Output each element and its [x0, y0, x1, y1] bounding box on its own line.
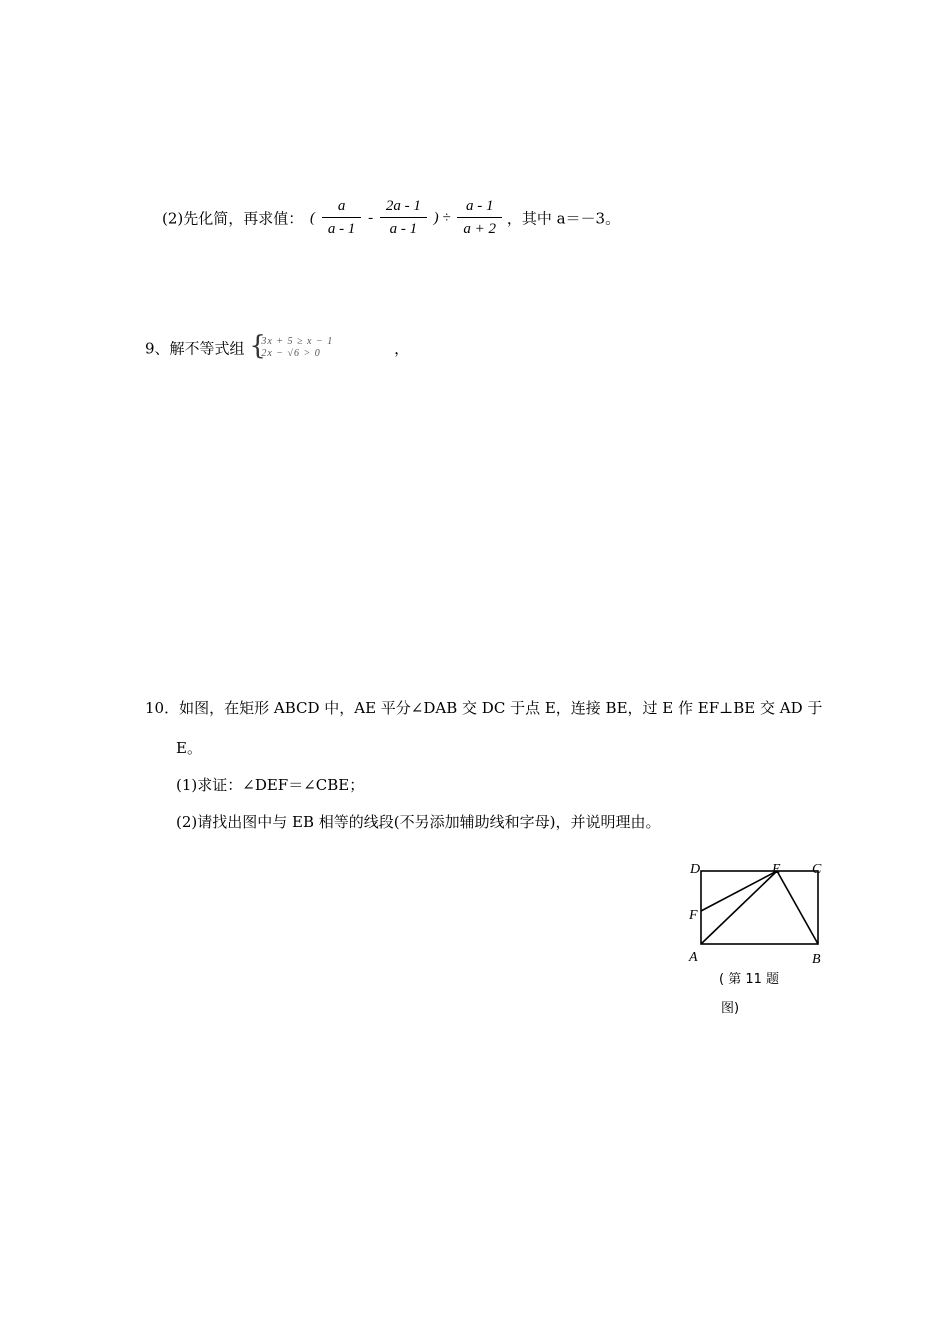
label-f: F	[689, 908, 698, 923]
figure-caption-line1: ( 第 11 题	[719, 972, 780, 987]
label-b: B	[812, 952, 821, 967]
label-c: C	[812, 862, 822, 877]
q8-part2-line	[162, 198, 620, 238]
q10-line2: E。	[176, 739, 202, 757]
q9-line	[145, 331, 410, 361]
q10-line1: 10．如图，在矩形 ABCD 中，AE 平分∠DAB 交 DC 于点 E，连接 BE，过 E 作 EF⊥BE 交 AD 于	[145, 699, 823, 717]
q8-part2-suffix: ，其中 a＝－3。	[506, 209, 621, 228]
q10-part2: (2)请找出图中与 EB 相等的线段(不另添加辅助线和字母)，并说明理由。	[176, 813, 661, 831]
label-e: E	[772, 862, 781, 877]
minus-sign: -	[368, 209, 374, 226]
figure-caption-line2: 图)	[721, 1001, 740, 1016]
fraction-1	[322, 198, 362, 238]
fraction-3-denominator: a + 2	[457, 217, 502, 238]
fraction-1-denominator: a - 1	[322, 217, 362, 238]
fraction-2	[380, 198, 427, 238]
q9-comma: ，	[394, 339, 410, 358]
fraction-1-numerator: a	[337, 198, 346, 214]
inequality-system	[249, 331, 389, 361]
open-paren: (	[310, 209, 316, 226]
q9-text: 9、解不等式组	[145, 339, 245, 358]
q8-part2-prefix: (2)先化简，再求值：	[162, 209, 304, 228]
inequality-row-1: 3x + 5 ≥ x − 1	[261, 336, 334, 347]
left-brace: {	[249, 331, 266, 361]
label-a: A	[689, 950, 698, 965]
fraction-2-numerator: 2a - 1	[385, 198, 421, 214]
segment-ae	[701, 871, 777, 944]
segment-be	[777, 871, 818, 944]
q10-part1: (1)求证：∠DEF＝∠CBE；	[176, 776, 365, 794]
fraction-2-denominator: a - 1	[380, 217, 427, 238]
rectangle-abcd	[701, 871, 818, 944]
label-d: D	[690, 862, 701, 877]
close-paren-divide: ) ÷	[433, 209, 451, 226]
fraction-3-numerator: a - 1	[465, 198, 494, 214]
fraction-3	[457, 198, 502, 238]
inequality-row-2: 2x − √6 > 0	[261, 348, 321, 359]
rectangle-figure	[680, 855, 830, 975]
segment-fe	[701, 871, 777, 911]
